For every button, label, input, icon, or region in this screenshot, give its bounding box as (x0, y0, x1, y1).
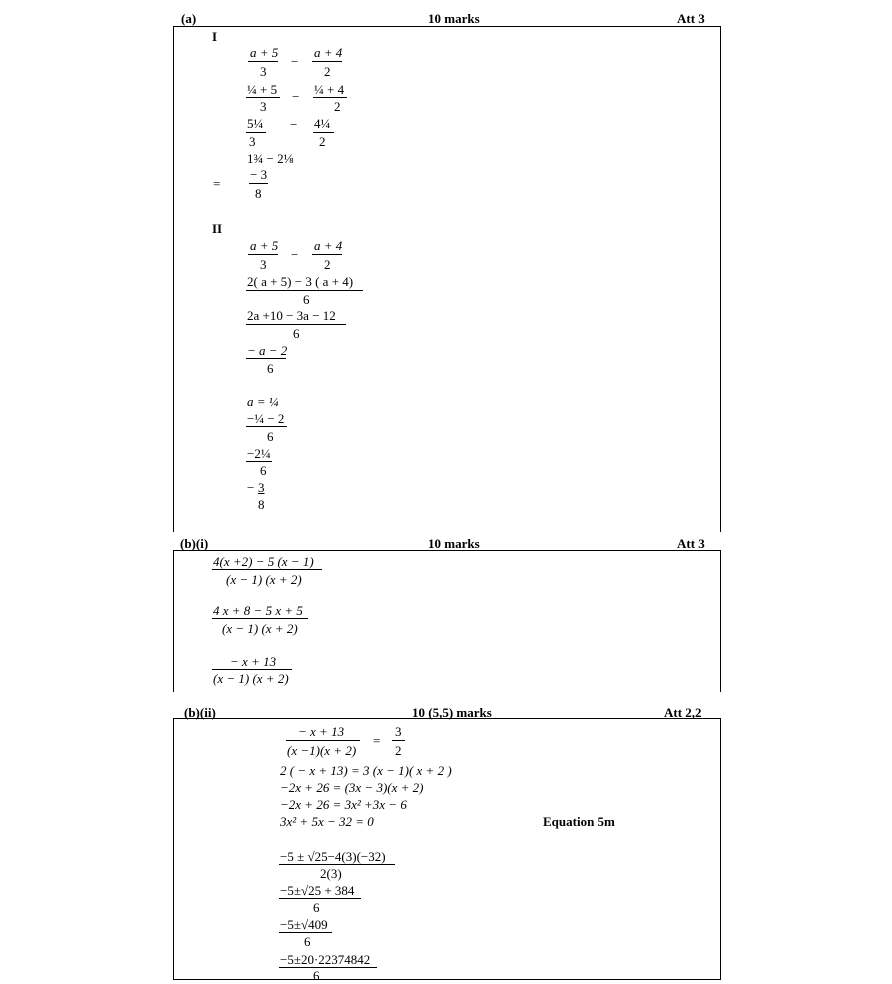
m2-den1: 3 (260, 99, 267, 114)
bii-e1-rnum: 3 (395, 724, 402, 739)
bii-e1-rden: 2 (395, 743, 402, 758)
bi-f3-den: (x − 1) (x + 2) (213, 671, 289, 686)
part-a-marks: 10 marks (428, 11, 480, 26)
part-a-att: Att 3 (677, 11, 705, 26)
bi-f1-num: 4(x +2) − 5 (x − 1) (213, 554, 314, 569)
part-a-label: (a) (181, 11, 197, 26)
m3-num1: 5¼ (247, 116, 264, 131)
bii-line-1: 2 ( − x + 13) = 3 (x − 1)( x + 2 ) (280, 763, 452, 778)
n8-num: 3 (258, 480, 265, 495)
n1-num2: a + 4 (314, 238, 343, 253)
m4-line: 1¾ − 2⅛ (247, 151, 294, 166)
n8-minus: − (247, 480, 255, 495)
bii-q3-num: −5±√409 (280, 917, 328, 932)
part-bi-label: (b)(i) (180, 536, 209, 551)
bi-f2-num: 4 x + 8 − 5 x + 5 (213, 603, 303, 618)
n2-num: 2( a + 5) − 3 ( a + 4) (247, 274, 354, 289)
equation-note: Equation 5m (543, 814, 615, 829)
bii-q1-den: 2(3) (320, 866, 342, 881)
bi-f3-num: − x + 13 (230, 654, 277, 669)
bii-q4-den: 6 (313, 968, 320, 983)
part-bi-marks: 10 marks (428, 536, 480, 551)
m5-num: − 3 (250, 167, 268, 182)
m2-op: − (292, 89, 300, 104)
bii-q3-den: 6 (304, 934, 311, 949)
part-bii-att: Att 2,2 (664, 705, 702, 720)
n1-num1: a + 5 (250, 238, 279, 253)
n1-op: − (291, 247, 299, 262)
m2-num2: ¼ + 4 (314, 82, 345, 97)
n4-den: 6 (267, 361, 274, 376)
m1-den2: 2 (324, 64, 331, 79)
n3-num: 2a +10 − 3a − 12 (247, 308, 336, 323)
n7-den: 6 (260, 463, 267, 478)
m3-op: − (290, 117, 298, 132)
m3-den1: 3 (249, 134, 256, 149)
part-bii-label: (b)(ii) (184, 705, 216, 720)
part-bii-box (173, 718, 721, 980)
bi-f1-den: (x − 1) (x + 2) (226, 572, 302, 587)
m2-num1: ¼ + 5 (247, 82, 278, 97)
bii-e1-den: (x −1)(x + 2) (287, 743, 357, 758)
bii-q2-num: −5±√25 + 384 (280, 883, 355, 898)
n5-line: a = ¼ (247, 394, 279, 409)
n4-num: − a − 2 (247, 343, 288, 358)
bii-q4-num: −5±20·22374842 (280, 952, 371, 967)
n1-den2: 2 (324, 257, 331, 272)
m3-den2: 2 (319, 134, 326, 149)
m3-num2: 4¼ (314, 116, 331, 131)
n6-num: −¼ − 2 (247, 411, 285, 426)
bii-q1-num: −5 ± √25−4(3)(−32) (280, 849, 386, 864)
part-bii-marks: 10 (5,5) marks (412, 705, 492, 720)
n8-den: 8 (258, 497, 265, 512)
bi-f2-den: (x − 1) (x + 2) (222, 621, 298, 636)
m5-den: 8 (255, 186, 262, 201)
bii-q2-den: 6 (313, 900, 320, 915)
m5-eq: = (213, 176, 221, 191)
m2-den2: 2 (334, 99, 341, 114)
roman-one: I (212, 29, 218, 44)
bii-line-4: 3x² + 5x − 32 = 0 (280, 814, 374, 829)
n1-den1: 3 (260, 257, 267, 272)
bii-e1-num: − x + 13 (298, 724, 345, 739)
n6-den: 6 (267, 429, 274, 444)
bii-e1-eq: = (373, 733, 381, 748)
n3-den: 6 (293, 326, 300, 341)
bii-line-2: −2x + 26 = (3x − 3)(x + 2) (280, 780, 424, 795)
m1-den1: 3 (260, 64, 267, 79)
bii-line-3: −2x + 26 = 3x² +3x − 6 (280, 797, 407, 812)
m1-num1: a + 5 (250, 45, 279, 60)
m1-op: − (291, 54, 299, 69)
part-bi-att: Att 3 (677, 536, 705, 551)
n7-num: −2¼ (247, 446, 271, 461)
roman-two: II (212, 221, 223, 236)
n2-den: 6 (303, 292, 310, 307)
m1-num2: a + 4 (314, 45, 343, 60)
